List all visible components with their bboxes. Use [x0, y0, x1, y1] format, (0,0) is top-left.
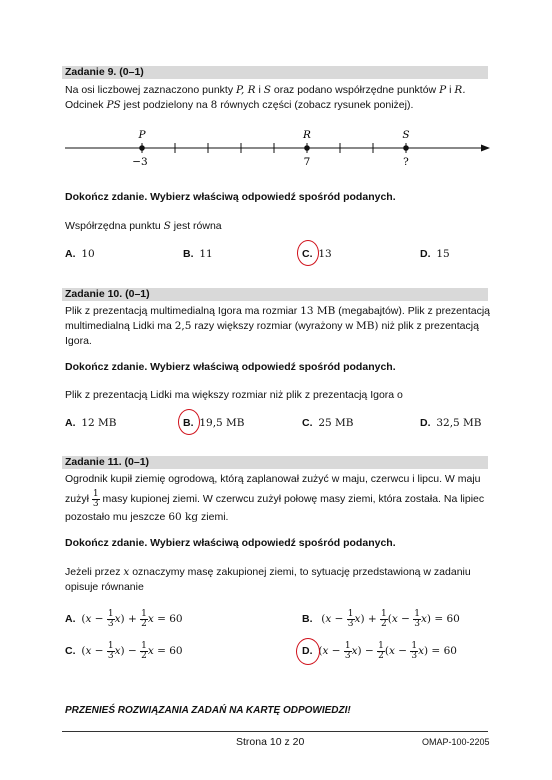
task11-stem-line2: opisuje równanie: [65, 581, 144, 593]
page-number: Strona 10 z 20: [236, 736, 305, 748]
task9-text-line2: Odcinek PS jest podzielony na 8 równych części (zobacz rysunek poniżej).: [65, 99, 414, 111]
task9-answer-c[interactable]: C. 13: [302, 248, 332, 260]
task9-stem: Współrzędna punktu S jest równa: [65, 220, 222, 232]
task9-answer-d[interactable]: D. 15: [420, 248, 450, 260]
task9-instruction: Dokończ zdanie. Wybierz właściwą odpowiedź spośród podanych.: [65, 191, 396, 203]
equation-b: (x − $\frac{1}{3}$ x) + $\frac{1}{2}$ (x − $\frac{1}{3}$ x) = 60: [321, 608, 460, 629]
axis-arrow-icon: [481, 145, 490, 152]
task11-header: Zadanie 11. (0–1): [62, 456, 488, 469]
fraction-one-third: $\frac{1}{3}$: [92, 488, 99, 509]
task11-answer-b[interactable]: B. (x − $\frac{1}{3}$ x) + $\frac{1}{2}$ (x − $\frac{1}{3}$ x) = 60: [302, 608, 460, 629]
exam-code: OMAP-100-2205: [422, 737, 490, 747]
task10-answer-d[interactable]: D. 32,5 MB: [420, 417, 482, 429]
task10-text-line2: multimedialną Lidki ma 2,5 razy większy rozmiar (wyrażony w MB) niż plik z prezentacją: [65, 320, 479, 332]
task11-text-line3: pozostało mu jeszcze 60 kg ziemi.: [65, 511, 229, 523]
task11-instruction: Dokończ zdanie. Wybierz właściwą odpowiedź spośród podanych.: [65, 537, 396, 549]
equation-c: (x − $\frac{1}{3}$ x) − $\frac{1}{2}$ x = 60: [81, 640, 183, 661]
point-p: [139, 145, 145, 151]
point-r: [304, 145, 310, 151]
task10-stem: Plik z prezentacją Lidki ma większy rozmiar niż plik z prezentacją Igora o: [65, 389, 403, 401]
task11-text-line2: zużył $\frac{1}{3}$ masy kupionej ziemi. W czerwcu zużył połowę masy ziemi, która została. Na lipiec: [65, 488, 485, 509]
task10-text-line3: Igora.: [65, 335, 92, 347]
footer-reminder: PRZENIEŚ ROZWIĄZANIA ZADAŃ NA KARTĘ ODPOWIEDZI!: [65, 705, 351, 716]
equation-a: (x − $\frac{1}{3}$ x) + $\frac{1}{2}$ x = 60: [81, 608, 183, 629]
task11-selected-mark: [296, 638, 320, 665]
value-s: ?: [403, 156, 409, 168]
task11-stem-line1: Jeżeli przez x oznaczymy masę zakupionej ziemi, to sytuację przedstawioną w zadaniu: [65, 566, 471, 578]
task10-instruction: Dokończ zdanie. Wybierz właściwą odpowiedź spośród podanych.: [65, 361, 396, 373]
task11-text-line1: Ogrodnik kupił ziemię ogrodową, którą zaplanował zużyć w maju, czerwcu i lipcu. W maju: [65, 473, 481, 485]
number-line-figure: [60, 124, 495, 172]
task9-answer-b[interactable]: B. 11: [183, 248, 213, 260]
label-r: R: [303, 129, 311, 141]
task11-answer-c[interactable]: C. (x − $\frac{1}{3}$ x) − $\frac{1}{2}$ x = 60: [65, 640, 183, 661]
task9-selected-mark: [297, 240, 319, 266]
value-r: 7: [303, 156, 311, 168]
task10-answer-a[interactable]: A. 12 MB: [65, 417, 117, 429]
task11-answer-a[interactable]: A. (x − $\frac{1}{3}$ x) + $\frac{1}{2}$ x = 60: [65, 608, 183, 629]
task10-answer-c[interactable]: C. 25 MB: [302, 417, 354, 429]
task9-text-line1: Na osi liczbowej zaznaczono punkty P, R i S oraz podano współrzędne punktów P i R.: [65, 84, 466, 96]
label-p: P: [138, 129, 146, 141]
footer-divider: [62, 731, 488, 732]
task10-selected-mark: [178, 409, 200, 435]
task10-answer-b[interactable]: B. 19,5 MB: [183, 417, 245, 429]
task10-header: Zadanie 10. (0–1): [62, 288, 488, 301]
equation-d: (x − $\frac{1}{3}$ x) − $\frac{1}{2}$ (x − $\frac{1}{3}$ x) = 60: [318, 640, 457, 661]
task11-answer-d[interactable]: D. (x − $\frac{1}{3}$ x) − $\frac{1}{2}$ (x − $\frac{1}{3}$ x) = 60: [302, 640, 457, 661]
task10-text-line1: Plik z prezentacją multimedialną Igora ma rozmiar 13 MB (megabajtów). Plik z prezentacją: [65, 305, 491, 317]
task9-answer-a[interactable]: A. 10: [65, 248, 95, 260]
point-s: [403, 145, 409, 151]
task9-header: Zadanie 9. (0–1): [62, 66, 488, 79]
value-p: −3: [132, 156, 148, 168]
label-s: S: [402, 129, 410, 141]
